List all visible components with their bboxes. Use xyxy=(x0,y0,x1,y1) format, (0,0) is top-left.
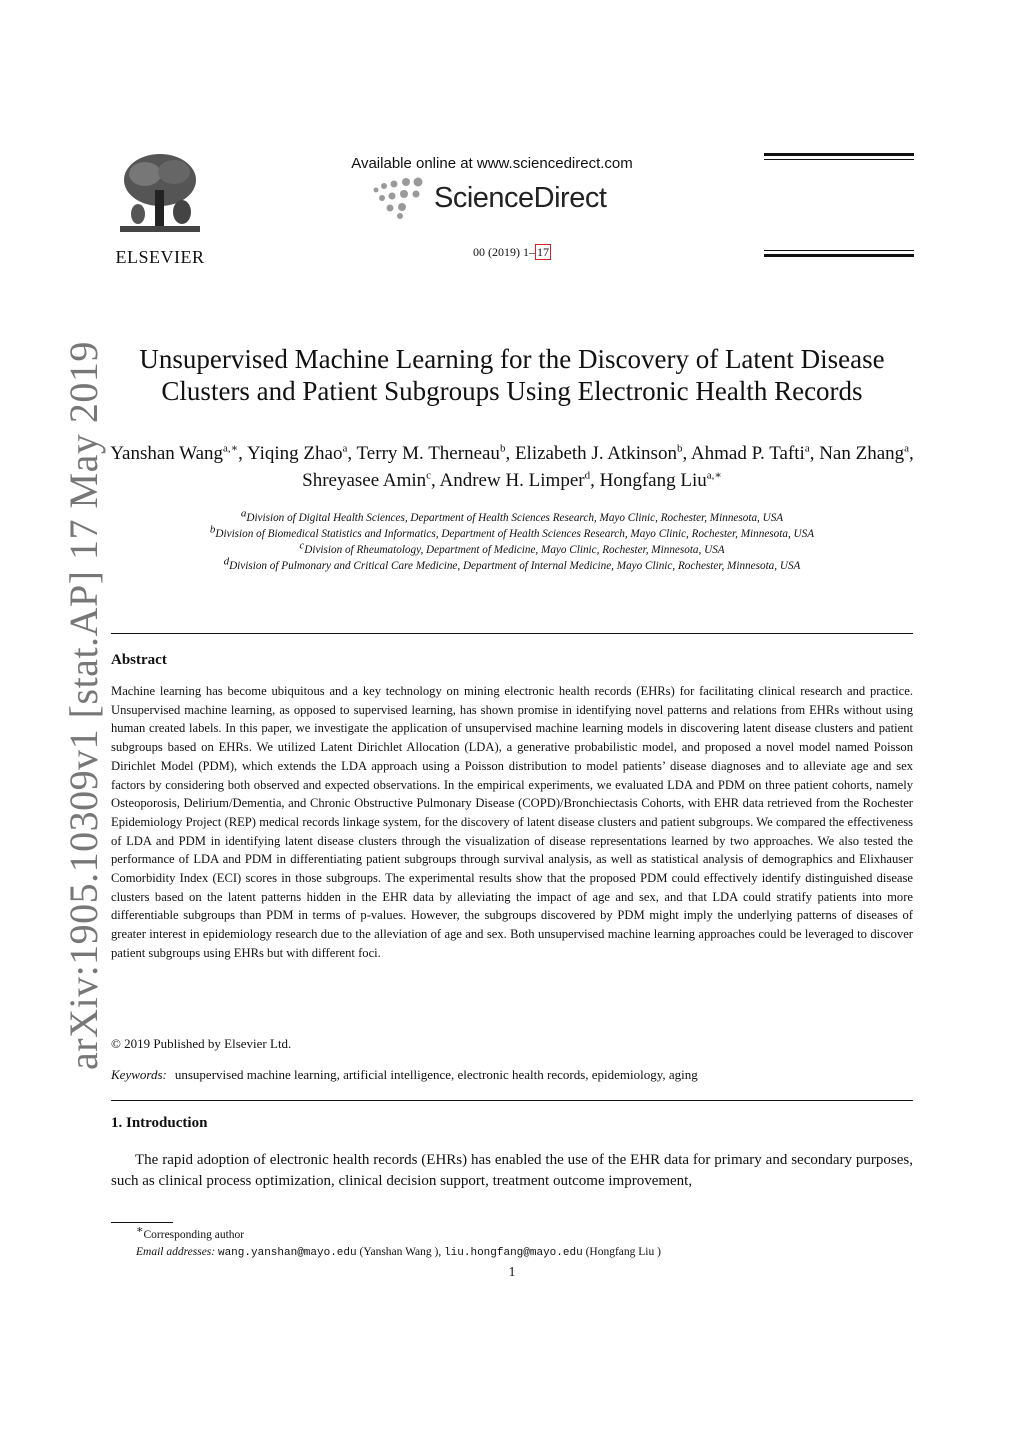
affiliation: $^a$Division of Digital Health Sciences, Department of Health Sciences Research, Mayo Clinic, Rochester, Minnesota, USA xyxy=(240,507,784,524)
available-online-text: Available online at www.sciencedirect.com xyxy=(351,155,633,172)
publisher-name: ELSEVIER xyxy=(115,247,205,267)
header-rule-top-2 xyxy=(764,159,914,160)
author: Yiqing Zhao$^a$, xyxy=(246,442,357,464)
sciencedirect-logo xyxy=(370,176,606,220)
corresponding-footnote: ∗Corresponding author xyxy=(136,1224,245,1241)
email-footnote: Email addresses: wang.yanshan@mayo.edu (Yanshan Wang ), liu.hongfang@mayo.edu (Hongfang Liu ) xyxy=(136,1246,661,1259)
email-link[interactable]: wang.yanshan@mayo.edu xyxy=(217,1247,357,1259)
affiliation: $^c$Division of Rheumatology, Department of Medicine, Mayo Clinic, Rochester, Minnesota, USA xyxy=(299,539,725,556)
paper-title xyxy=(100,343,924,407)
abstract-body: Machine learning has become ubiquitous and a key technology on mining electronic health records (EHRs) for facilitating clinical research and practice. Unsupervised machine learning, as opposed to supervised learning, has shown promise in identifying novel patterns and relations from EHRs without using human created labels. In this paper, we investigate the application of unsupervised machine learning models in discovering latent disease clusters and patient subgroups based on EHRs. We utilized Latent Dirichlet Allocation (LDA), a generative probabilistic model, and proposed a novel model named Poisson Dirichlet Model (PDM), which extends the LDA approach using a Poisson distribution to model patients’ disease diagnoses and to alleviate age and sex factors by considering both observed and expected observations. In the empirical experiments, we evaluated LDA and PDM on three patient cohorts, namely Osteoporosis, Delirium/Dementia, and Chronic Obstructive Pulmonary Disease (COPD)/Bronchiectasis Cohorts, with EHR data retrieved from the Rochester Epidemiology Project (REP) medical records linkage system, for the discovery of latent disease clusters and patient subgroups. We compared the effectiveness of LDA and PDM in identifying latent disease clusters through the visualization of disease representations learned by two approaches. We also tested the performance of LDA and PDM in differentiating patient subgroups through survival analysis, as well as statistical analysis of demographics and Elixhauser Comorbidity Index (ECI) scores in those subgroups. The experimental results show that the proposed PDM could effectively identify distinguished disease clusters based on the latent patterns hidden in the EHR data by alleviating the impact of age and sex, and that LDA could stratify patients into more differentiable subgroups than PDM in terms of p-values. However, the subgroups discovered by PDM might imply the underlying patterns of diseases of greater interest in epidemiology research due to the alleviation of age and sex. Both unsupervised machine learning approaches could be leveraged to discover patient subgroups using EHRs but with different foci. xyxy=(111,684,913,960)
page-count-link[interactable]: 17 xyxy=(537,245,549,259)
author: Nan Zhang$^a$, xyxy=(819,442,914,464)
author: Andrew H. Limper$^d$, xyxy=(439,469,600,491)
header-rule-bottom-2 xyxy=(764,254,914,257)
author-list xyxy=(100,440,924,494)
author: Terry M. Therneau$^b$, xyxy=(356,442,515,464)
email-label: Email addresses: xyxy=(136,1246,216,1258)
arxiv-identifier: arXiv:1905.10309v1 [stat.AP] 17 May 2019 xyxy=(61,341,106,1070)
author: Hongfang Liu$^{a,∗}$ xyxy=(599,469,722,491)
journal-reference xyxy=(0,245,1024,260)
keywords-list: unsupervised machine learning, artificial intelligence, electronic health records, epidemiology, aging xyxy=(174,1067,698,1082)
title-line: Unsupervised Machine Learning for the Discovery of Latent Disease xyxy=(139,344,885,374)
journal-ref-prefix: 00 (2019) 1– xyxy=(473,245,535,259)
header-rule-bottom-1 xyxy=(764,250,914,251)
keywords-label: Keywords: xyxy=(111,1067,167,1082)
author: Ahmad P. Tafti$^a$, xyxy=(690,442,820,464)
abstract-top-rule xyxy=(111,633,913,634)
email-link[interactable]: liu.hongfang@mayo.edu xyxy=(444,1247,583,1259)
page-number: 1 xyxy=(508,1264,516,1279)
keywords xyxy=(111,1067,698,1083)
copyright-notice: © 2019 Published by Elsevier Ltd. xyxy=(111,1036,292,1051)
sciencedirect-wordmark: ScienceDirect xyxy=(434,181,607,214)
sciencedirect-dots-icon xyxy=(370,176,426,220)
footnote-rule xyxy=(111,1222,173,1223)
title-line: Clusters and Patient Subgroups Using Electronic Health Records xyxy=(161,376,863,406)
header-rule-top-1 xyxy=(764,153,914,156)
affiliation: $^d$Division of Pulmonary and Critical Care Medicine, Department of Internal Medicine, Mayo Clinic, Rochester, Minnesota, USA xyxy=(223,555,801,572)
elsevier-tree-icon xyxy=(110,150,210,240)
author: Elizabeth J. Atkinson$^b$, xyxy=(514,442,691,464)
affiliations xyxy=(100,507,924,574)
author: Shreyasee Amin$^c$, xyxy=(302,469,440,491)
intro-body: The rapid adoption of electronic health records (EHRs) has enabled the use of the EHR data for primary and secondary purposes, such as clinical process optimization, clinical decision support, treatment outcome improvement, xyxy=(111,1152,913,1189)
abstract-heading: Abstract xyxy=(111,652,167,668)
abstract-bottom-rule xyxy=(111,1100,913,1101)
author: Yanshan Wang$^{a,∗}$, xyxy=(110,442,247,464)
affiliation: $^b$Division of Biomedical Statistics and Informatics, Department of Health Sciences Research, Mayo Clinic, Rochester, Minnesota, USA xyxy=(209,523,815,540)
intro-heading: 1. Introduction xyxy=(111,1115,208,1131)
